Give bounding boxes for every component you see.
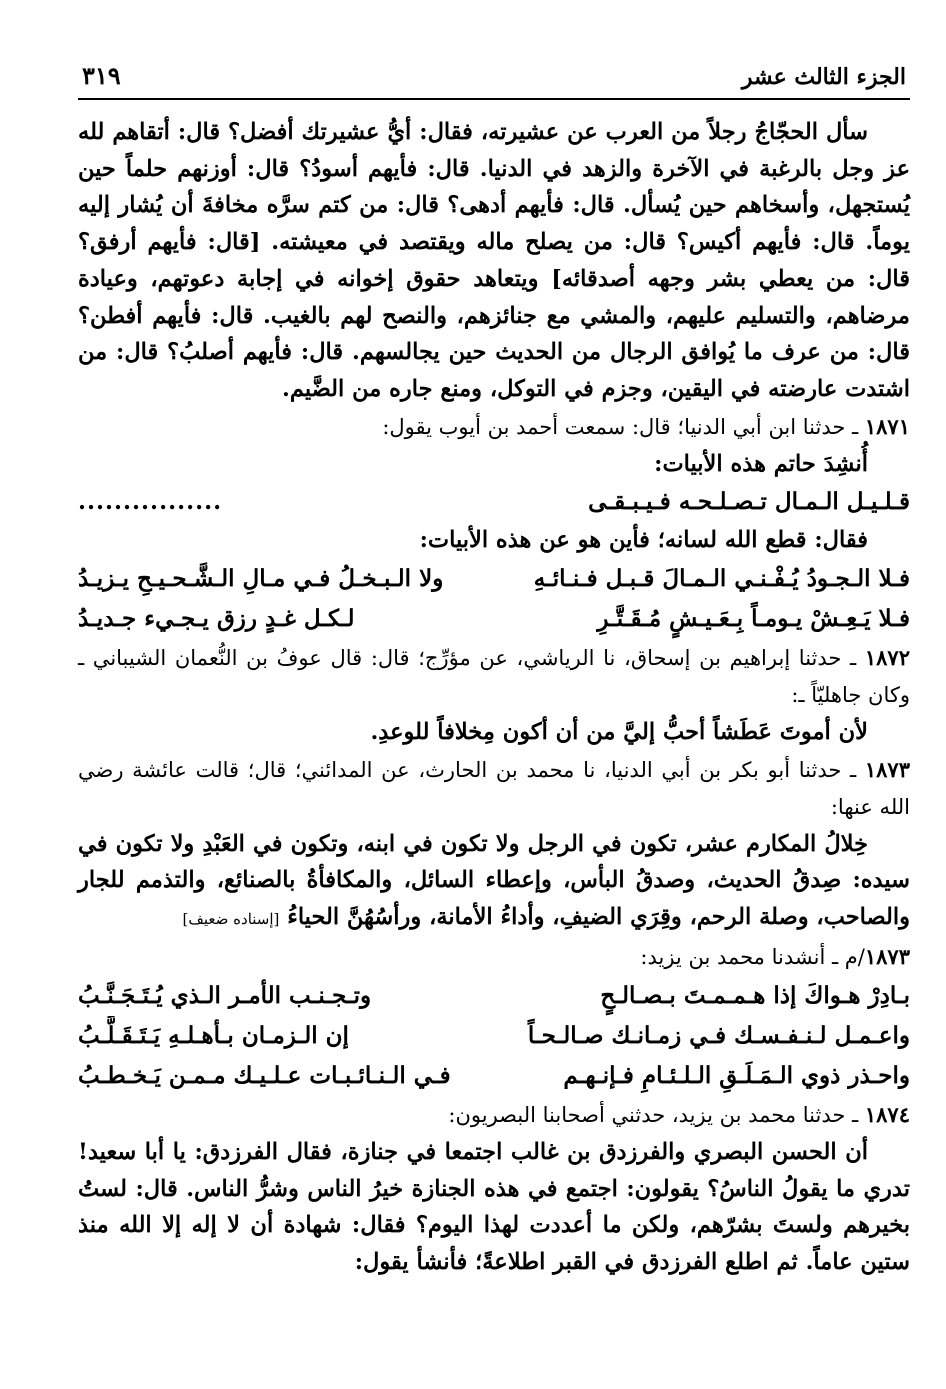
hadith-number: ١٨٧٤ [864,1101,910,1127]
verse-hemistich-left: لـكـل غـدٍ رزق يـجـيء جـديـدُ [78,605,355,633]
verse-hemistich-left: فـي الـنـائـبـات عـلـيـك مـمـن يَـخـطـبُ [78,1061,451,1089]
page-header [78,44,910,100]
paragraph-awf: لأن أموتَ عَطَشاً أحبُّ إليَّ من أن أكون مِخلافاً للوعدِ. [370,719,868,746]
hadith-isnad: ـ حدثنا أبو بكر بن أبي الدنيا، نا محمد بن الحارث، عن المدائني؛ قال؛ قالت عائشة رضي الله عنها: [78,757,910,819]
hadith-1872 [78,639,910,714]
isnad-note: [إسناده ضعيف] [182,910,280,929]
verse-hemistich-right: فـلا يَـعِـشْ يـومـاً بِـعَـيـشٍ مُـقَـتَّـرِ [597,605,910,633]
paragraph-aisha [78,826,910,938]
verse-line [78,599,910,639]
hadith-number: ١٨٧٢ [864,645,910,671]
verse-hemistich-right: واعـمـل لـنـفـسـك فـي زمـانـك صـالـحـاً [527,1021,910,1049]
verse-hemistich-right: قـلـيـل الـمـال تـصـلـحـه فـيـبـقـى [588,488,910,516]
hadith-isnad: ـ حدثنا إبراهيم بن إسحاق، نا الرياشي، عن مؤرِّج؛ قال: قال عوفُ بن النُّعمان الشيباني ـ وكان جاهليّاً ـ: [78,646,910,708]
verse-hemistich-right: فـلا الـجـودُ يُـفْـنـي الـمـالَ قـبـل فـنـائـهِ [533,565,910,593]
verse-line [78,482,910,522]
hadith-isnad: /م ـ أنشدنا محمد بن يزيد: [640,944,865,969]
verse-hemistich-right: بـادِرْ هـواكَ إذا هـمـمـتَ بـصـالـحٍ [600,981,910,1009]
hadith-isnad: ـ حدثنا محمد بن يزيد، حدثني أصحابنا البصريون: [448,1102,865,1127]
verse-hemistich-left: وتـجـنـب الأمـر الـذي يُـتَـجَـنَّـبُ [78,981,372,1009]
verse-hemistich-left: ولا الـبـخـلُ فـي مـالِ الـشَّـحـيـحِ يـزيـدُ [78,565,444,593]
hadith-number: ١٨٧١ [864,413,910,439]
hadith-number: ١٨٧٣ [864,756,910,782]
verse-line [78,559,910,599]
hadith-1871 [78,408,910,446]
verse-hemistich-left: إن الـزمـان بـأهـلـهِ يَـتَـقَـلَّـبُ [78,1021,349,1049]
page-number: ٣١٩ [82,61,121,90]
verse-line [78,1056,910,1096]
hadith-1874 [78,1096,910,1134]
hadith-1873 [78,751,910,826]
verse-hemistich-right: واحـذر ذوي الـمَـلَـقِ الـلـئـامِ فـإنـهـم [563,1061,910,1089]
paragraph-aisha-text: خِلالُ المكارم عشر، تكون في الرجل ولا تكون في ابنه، وتكون في العَبْدِ ولا تكون في سيده: صِدقُ الحديث، وصدقُ البأس، وإعطاء السائل، والمكافأةُ بالصنائع، والتذمم للجار والصاحب، وصلة الرحم، وقِرَي الضيفِ، وأداءُ الأمانة، ورأسُهُنَّ الحياءُ [78,830,910,931]
paragraph-hajjaj: سأل الحجّاجُ رجلاً من العرب عن عشيرته، فقال: أيُّ عشيرتك أفضل؟ قال: أتقاهم لله عز وجل بالرغبة في الآخرة والزهد في الدنيا. قال: فأيهم أسودُ؟ قال: أوزنهم حلماً حين يُستجهل، وأسخاهم حين يُسأل. قال: فأيهم أدهى؟ قال: من كتم سرَّه مخافةَ أن يُشار إليه يوماً. قال: فأيهم أكيس؟ قال: من يصلح ماله ويقتصد في معيشته. [قال: فأيهم أرفق؟ قال: من يعطي بشر وجهه أصدقائه] ويتعاهد حقوق إخوانه في إجابة دعوتهم، وعيادة مرضاهم، والتسليم عليهم، والمشي مع جنائزهم، والنصح لهم بالغيب. قال: فأيهم أفطن؟ قال: من عرف ما يُوافق الرجال من الحديث حين يجالسهم. قال: فأيهم أصلبُ؟ قال: من اشتدت عارضته في اليقين، وجزم في التوكل، ومنع جاره من الضَّيم. [78,119,910,402]
paragraph-faqal: فقال: قطع الله لسانه؛ فأين هو عن هذه الأبيات: [419,527,868,554]
running-title: الجزء الثالث عشر [741,64,906,90]
hadith-1873m [78,938,910,976]
verse-line [78,1016,910,1056]
page-body [78,114,910,1281]
paragraph-farazdaq: أن الحسن البصري والفرزدق بن غالب اجتمعا في جنازة، فقال الفرزدق: يا أبا سعيد! تدري ما يقولُ الناسُ؟ يقولون: اجتمع في هذه الجنازة خيرُ الناس وشرُّ الناس. قال: لستُ بخيرهم ولستَ بشرّهم، ولكن ما أعددت لهذا اليوم؟ فقال: شهادة أن لا إله إلا الله منذ ستين عاماً. ثم اطلع الفرزدق في القبر اطلاعةً؛ فأنشأ يقول: [78,1138,910,1275]
hadith-number: ١٨٧٣ [864,943,910,969]
verse-line [78,976,910,1016]
verse-hemistich-left: ................ [78,488,223,516]
paragraph-hatim: أُنشِدَ حاتم هذه الأبيات: [654,450,868,477]
hadith-isnad: ـ حدثنا ابن أبي الدنيا؛ قال: سمعت أحمد بن أيوب يقول: [382,414,865,439]
